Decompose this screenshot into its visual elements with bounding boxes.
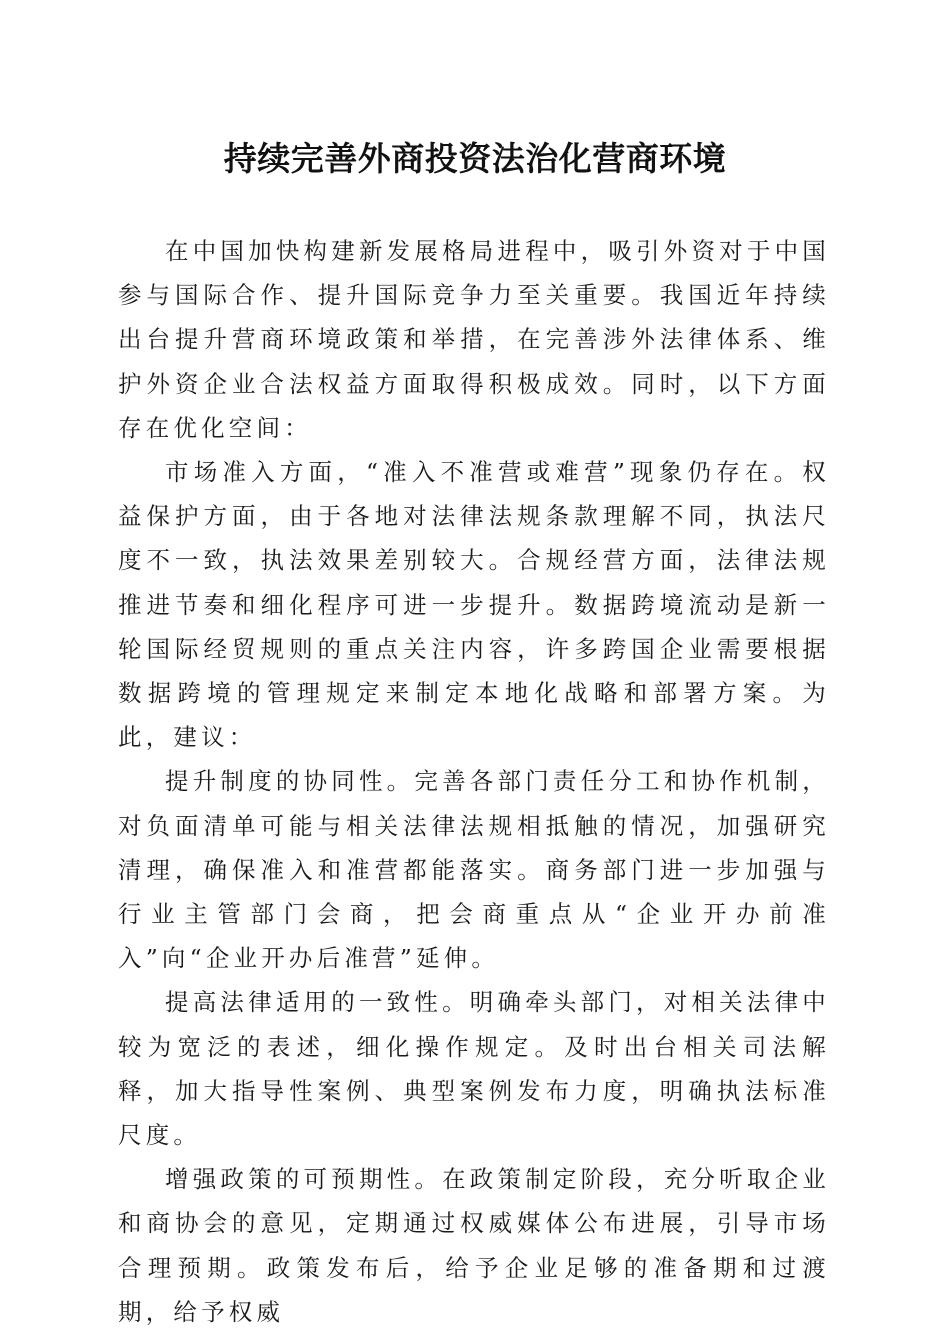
paragraph: 提升制度的协同性。完善各部门责任分工和协作机制，对负面清单可能与相关法律法规相抵触的情况，加强研究清理，确保准入和准营都能落实。商务部门进一步加强与行业主管部门会商，把会商重点从“企业开办前准入”向“企业开办后准营”延伸。 <box>118 767 830 973</box>
paragraph: 增强政策的可预期性。在政策制定阶段，充分听取企业和商协会的意见，定期通过权威媒体公布进展，引导市场合理预期。政策发布后，给予企业足够的准备期和过渡期，给予权威 <box>118 1165 830 1326</box>
document-title: 持续完善外商投资法治化营商环境 <box>223 139 727 178</box>
paragraph: 在中国加快构建新发展格局进程中，吸引外资对于中国参与国际合作、提升国际竞争力至关重要。我国近年持续出台提升营商环境政策和举措，在完善涉外法律体系、维护外资企业合法权益方面取得积极成效。同时，以下方面存在优化空间： <box>118 237 830 442</box>
paragraph: 市场准入方面，“准入不准营或难营”现象仍存在。权益保护方面，由于各地对法律法规条款理解不同，执法尺度不一致，执法效果差别较大。合规经营方面，法律法规推进节奏和细化程序可进一步提升。数据跨境流动是新一轮国际经贸规则的重点关注内容，许多跨国企业需要根据数据跨境的管理规定来制定本地化战略和部署方案。为此，建议： <box>118 458 830 752</box>
paragraph: 提高法律适用的一致性。明确牵头部门，对相关法律中较为宽泛的表述，细化操作规定。及时出台相关司法解释，加大指导性案例、典型案例发布力度，明确执法标准尺度。 <box>118 988 830 1150</box>
document-body <box>118 229 830 1334</box>
